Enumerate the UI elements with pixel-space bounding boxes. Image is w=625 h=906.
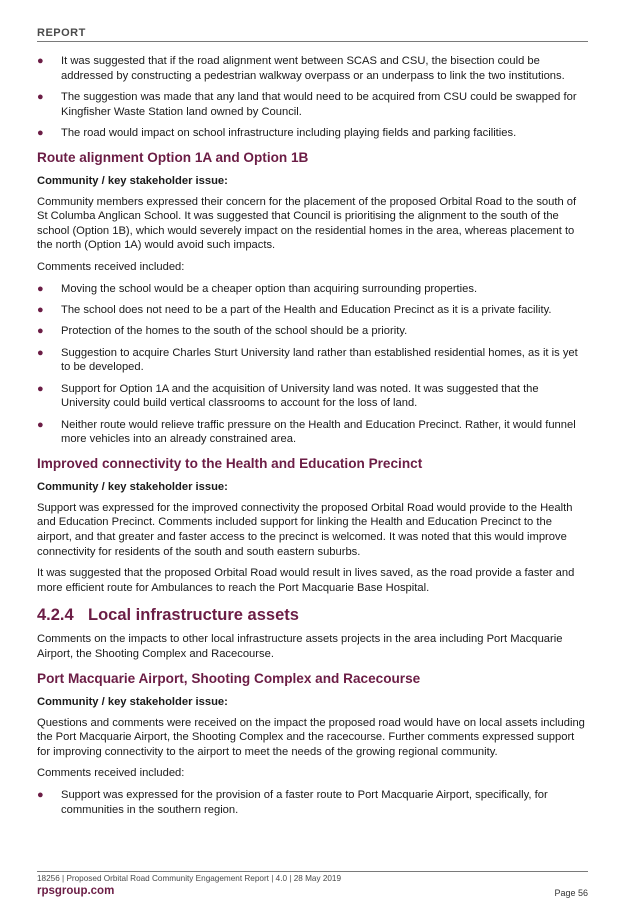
header-divider bbox=[37, 41, 588, 42]
route-issue-subheading: Community / key stakeholder issue: bbox=[37, 174, 228, 187]
section-paragraph: Comments on the impacts to other local infrastructure assets projects in the area including Port Macquarie Airport, the Shooting Complex and Racecourse. bbox=[37, 633, 563, 661]
list-item: ● It was suggested that if the road alignment went between SCAS and CSU, the bisection could be addressed by constructing a pedestrian walkway overpass or an underpass to link the two institutions. bbox=[37, 55, 565, 82]
bullet-icon: ● bbox=[37, 325, 44, 338]
footer-document-info: 18256 | Proposed Orbital Road Community Engagement Report | 4.0 | 28 May 2019 bbox=[37, 874, 342, 883]
bullet-icon: ● bbox=[37, 90, 44, 103]
bullet-icon: ● bbox=[37, 346, 44, 359]
list-item: ● Neither route would relieve traffic pressure on the Health and Education Precinct. Rather, it would funnel more vehicles into an already constrained area. bbox=[37, 418, 576, 446]
airport-heading: Port Macquarie Airport, Shooting Complex and Racecourse bbox=[37, 670, 421, 686]
route-alignment-heading: Route alignment Option 1A and Option 1B bbox=[37, 149, 309, 165]
airport-issue-subheading: Community / key stakeholder issue: bbox=[37, 695, 228, 708]
bullet-icon: ● bbox=[37, 126, 44, 139]
bullet-icon: ● bbox=[37, 55, 44, 67]
page-number: Page 56 bbox=[554, 888, 588, 898]
airport-bullet-list bbox=[37, 788, 588, 817]
bullet-icon: ● bbox=[37, 282, 44, 295]
list-item: ● Support was expressed for the provision of a faster route to Port Macquarie Airport, specifically, for communities in the southern region. bbox=[37, 788, 548, 816]
page-content bbox=[37, 54, 588, 824]
list-item: ● Moving the school would be a cheaper option than acquiring surrounding properties. bbox=[37, 282, 478, 295]
intro-bullet-list bbox=[37, 54, 588, 141]
connectivity-heading: Improved connectivity to the Health and Education Precinct bbox=[37, 455, 423, 471]
list-item: ● Suggestion to acquire Charles Sturt University land rather than established residential homes, as it is yet to be developed. bbox=[37, 346, 578, 374]
footer-website-link[interactable]: rpsgroup.com bbox=[37, 885, 115, 897]
running-header: REPORT bbox=[37, 27, 86, 39]
report-page bbox=[37, 0, 588, 906]
list-item: ● The suggestion was made that any land that would need to be acquired from CSU could be swapped for Kingfisher Waste Station land owned by Council. bbox=[37, 90, 577, 118]
list-item: ● The road would impact on school infrastructure including playing fields and parking facilities. bbox=[37, 126, 517, 139]
connectivity-paragraph-1: Support was expressed for the improved connectivity the proposed Orbital Road would provide to the Health and Education Precinct. Comments included support for linking the Health and Education Precinct to the airport, and that greater and faster access to the precinct is welcomed. It was noted that this would improve connectivity for residents of the south and south eastern suburbs. bbox=[37, 501, 573, 558]
bullet-icon: ● bbox=[37, 382, 44, 395]
airport-paragraph: Questions and comments were received on the impact the proposed road would have on local assets including the Port Macquarie Airport, the Shooting Complex and the racecourse. Further comments expressed support for improving connectivity to the airport to meet the needs of the growing regional community. bbox=[37, 716, 585, 758]
section-number: 4.2.4 bbox=[37, 606, 74, 625]
route-bullet-list bbox=[37, 282, 588, 447]
section-title: Local infrastructure assets bbox=[88, 606, 299, 625]
bullet-icon: ● bbox=[37, 418, 44, 431]
list-item: ● Protection of the homes to the south of the school should be a priority. bbox=[37, 325, 408, 338]
airport-comments-label: Comments received included: bbox=[37, 767, 185, 780]
route-comments-label: Comments received included: bbox=[37, 260, 185, 273]
route-paragraph: Community members expressed their concern for the placement of the proposed Orbital Road to the south of St Columba Anglican School. It was suggested that Council is prioritising the alignment to the south of the school (Option 1B), which would severely impact on the residential homes in the area, whereas placement to the north (Option 1A) would avoid such impacts. bbox=[37, 195, 577, 252]
section-heading bbox=[37, 605, 588, 625]
connectivity-paragraph-2: It was suggested that the proposed Orbital Road would result in lives saved, as the road provide a faster and more efficient route for Ambulances to reach the Port Macquarie Base Hospital. bbox=[37, 567, 575, 594]
footer-divider bbox=[37, 871, 588, 872]
list-item: ● The school does not need to be a part of the Health and Education Precinct as it is a private facility. bbox=[37, 303, 552, 316]
bullet-icon: ● bbox=[37, 788, 44, 801]
bullet-icon: ● bbox=[37, 303, 44, 316]
list-item: ● Support for Option 1A and the acquisition of University land was noted. It was suggested that the University could build vertical classrooms to account for the loss of land. bbox=[37, 382, 539, 410]
connectivity-issue-subheading: Community / key stakeholder issue: bbox=[37, 480, 228, 493]
